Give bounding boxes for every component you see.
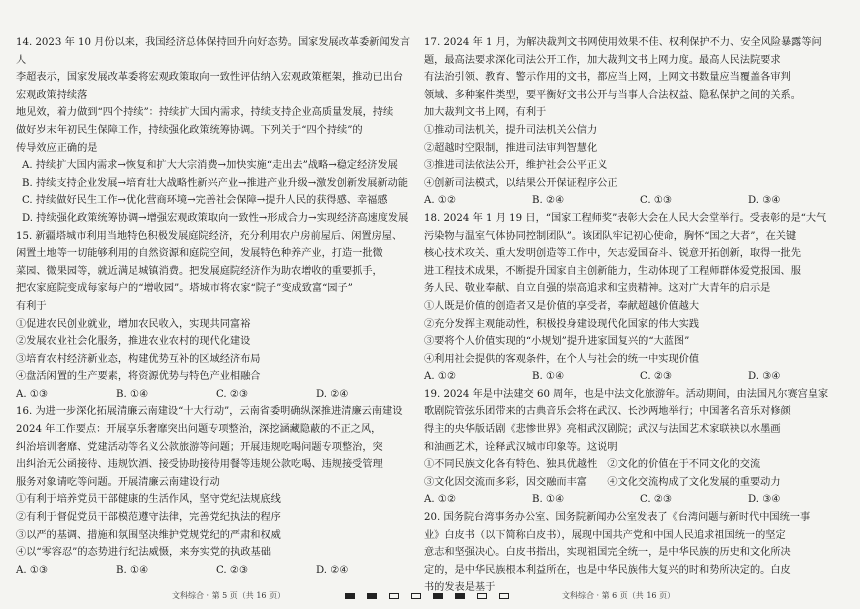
q19-stem-line: 19. 2024 年是中法建交 60 周年，也是中法文化旅游年。活动期间，由法国凡尔赛宫皇家 xyxy=(424,388,829,400)
question-15 xyxy=(16,228,412,404)
q14-option-d: D. 持续强化政策统筹协调→增强宏观政策取向一致性→形成合力→实现经济高速度发展 xyxy=(22,212,409,224)
q18-statement-1: ①人既是价值的创造者又是价值的享受者，奉献超越价值越大 xyxy=(424,300,700,312)
q16-choices xyxy=(16,562,412,580)
q14-option-a: A. 持续扩大国内需求→恢复和扩大大宗消费→加快实施“走出去”战略→稳定经济发展 xyxy=(22,160,398,172)
q19-stem-line: 和油画艺术，诠释武汉城市印象等。这说明 xyxy=(424,441,618,453)
q18-stem-line: 进工程技术成果，不断提升国家自主创新能力，生动体现了工程师群体爱党报国、服 xyxy=(424,265,801,277)
q20-stem-line: 意志和坚强决心。白皮书指出，实现祖国完全统一，是中华民族的历史和文化所决 xyxy=(424,547,791,559)
q15-stem-line: 菜园、微果园等，就近满足城镇消费。把发展庭院经济作为助农增收的重要抓手， xyxy=(16,265,383,277)
q20-stem-line: 20. 国务院台湾事务办公室、国务院新闻办公室发表了《台湾问题与新时代中国统一事 xyxy=(424,512,811,524)
registration-marks xyxy=(345,593,509,599)
q14-stem-line: 李超表示，国家发展改革委将宏观政策取向一致性评估纳入宏观政策框架，推动已出台宏观政策持续落 xyxy=(16,72,404,101)
q18-stem-line: 18. 2024 年 1 月 19 日，“国家工程师奖”表彰大会在人民大会堂举行。受表彰的是“大气 xyxy=(424,212,827,224)
q14-stem-line: 传导效应正确的是 xyxy=(16,142,98,154)
q18-choice-a: A. ①② xyxy=(424,371,457,383)
q18-stem-line: 核心技术攻关、重大发明创造等工作中，矢志爱国奋斗、锐意开拓创新，取得一批先 xyxy=(424,248,801,260)
q17-statement-1: ①推动司法机关，提升司法机关公信力 xyxy=(424,124,598,136)
q14-option-b: B. 持续支持企业发展→培育壮大战略性新兴产业→推进产业升级→激发创新发展新动能 xyxy=(22,177,408,189)
q17-choice-d: D. ③④ xyxy=(748,195,781,207)
q17-stem-line: 领域、多种案件类型，要平衡好文书公开与当事人合法权益、隐私保护之间的关系。 xyxy=(424,89,801,101)
question-14 xyxy=(16,34,412,228)
q17-statement-4: ④创新司法模式，以结果公开保证程序公正 xyxy=(424,177,618,189)
q15-stem-line: 闲置土地等一切能够利用的自然资源和庭院空间，发展特色种养产业，打造一批微 xyxy=(16,248,383,260)
q16-statement-3: ③以严的基调、措施和氛围坚决维护党规党纪的严肃和权威 xyxy=(16,529,281,541)
q19-choices xyxy=(424,491,844,509)
q16-choice-c: C. ②③ xyxy=(216,564,249,576)
question-17 xyxy=(424,34,844,210)
q15-choice-c: C. ②③ xyxy=(216,388,249,400)
registration-mark xyxy=(367,593,377,599)
registration-mark xyxy=(433,593,443,599)
q14-stem-line: 14. 2023 年 10 月份以来，我国经济总体保持回升向好态势。国家发展改革委新闻发言人 xyxy=(16,37,411,66)
q16-stem-line: 服务对象请吃等问题。开展清廉云南建设行动 xyxy=(16,476,220,488)
q18-choice-d: D. ③④ xyxy=(748,371,781,383)
q18-statement-3: ③要将个人价值实现的“小规划”提升进家国复兴的“大蓝图” xyxy=(424,336,690,348)
q19-stem-line: 得主的央华版话剧《悲惨世界》亮相武汉剧院；武汉与法国艺术家联袂以水墨画 xyxy=(424,424,781,436)
q19-stem-line: 歌剧院管弦乐团带来的古典音乐会将在武汉、长沙两地举行；中国著名音乐对修颜 xyxy=(424,406,791,418)
q15-statement-4: ④盘活闲置的生产要素，将资源优势与特色产业相融合 xyxy=(16,371,261,383)
q15-stem-line: 有利于 xyxy=(16,300,47,312)
q18-choice-b: B. ①④ xyxy=(532,371,565,383)
q15-stem-line: 15. 新疆塔城市利用当地特色积极发展庭院经济，充分利用农户房前屋后、闲置房屋、 xyxy=(16,230,403,242)
q16-stem-line: 出纠治无公函接待、违规饮酒、接受协助接待用餐等违规公款吃喝、违规接受管理 xyxy=(16,459,383,471)
q19-choice-b: B. ①④ xyxy=(532,494,565,506)
q16-statement-2: ②有利于督促党员干部模范遵守法律，完善党纪执法的程序 xyxy=(16,512,281,524)
page-footer-left: 文科综合 · 第 5 页（共 16 页） xyxy=(172,591,286,600)
q16-choice-a: A. ①③ xyxy=(16,564,49,576)
registration-mark xyxy=(499,593,509,599)
q19-statement-3-4: ③文化因交流而多彩，因交融而丰富 ④文化交流构成了文化发展的重要动力 xyxy=(424,476,781,488)
q16-stem-line: 2024 年工作要点：开展享乐奢靡突出问题专项整治，深挖涵藏隐蔽的不正之风， xyxy=(16,424,382,436)
q15-statement-1: ①促进农民创业就业，增加农民收入，实现共同富裕 xyxy=(16,318,251,330)
q16-choice-b: B. ①④ xyxy=(116,564,149,576)
q17-choices xyxy=(424,192,844,210)
right-column xyxy=(424,34,844,597)
q18-choices xyxy=(424,368,844,386)
q15-choice-b: B. ①④ xyxy=(116,388,149,400)
q20-stem-line: 定的，是中华民族根本利益所在，也是中华民族伟大复兴的时和势所决定的。白皮 xyxy=(424,564,791,576)
q15-stem-line: 把农家庭院变成每家每户的“增收园”。塔城市将农家“院子”变成致富“园子” xyxy=(16,283,353,295)
page-footer-right: 文科综合 · 第 6 页（共 16 页） xyxy=(562,591,676,600)
q19-choice-c: C. ②③ xyxy=(640,494,673,506)
q18-stem-line: 务人民、敬业奉献、自立自强的崇高追求和宝贵精神。这对广大青年的启示是 xyxy=(424,283,771,295)
question-19 xyxy=(424,386,844,509)
registration-mark xyxy=(345,593,355,599)
q20-stem-line: 业》白皮书（以下简称白皮书），展现中国共产党和中国人民追求祖国统一的坚定 xyxy=(424,529,786,541)
q15-choices xyxy=(16,386,412,404)
q20-stem-line: 书的发表是基于 xyxy=(424,582,496,594)
q17-stem-line: 17. 2024 年 1 月，为解决裁判文书网使用效果不佳、权利保护不力、安全风险暴露等问 xyxy=(424,37,822,48)
question-20 xyxy=(424,509,844,597)
q16-stem-line: 16. 为进一步深化拓展清廉云南建设“十大行动”，云南省委明确纵深推进清廉云南建设 xyxy=(16,406,403,418)
question-18 xyxy=(424,210,844,386)
q16-choice-d: D. ②④ xyxy=(316,564,349,576)
q18-choice-c: C. ②③ xyxy=(640,371,673,383)
registration-mark xyxy=(477,593,487,599)
q16-statement-1: ①有利于培养党员干部健康的生活作风，坚守党纪法规底线 xyxy=(16,494,281,506)
q15-statement-2: ②发展农业社会化服务，推进农业农村的现代化建设 xyxy=(16,336,251,348)
q17-choice-c: C. ①③ xyxy=(640,195,673,207)
q14-stem-line: 做好岁末年初民生保障工作，持续强化政策统筹协调。下列关于“四个持续”的 xyxy=(16,124,363,136)
q18-statement-2: ②充分发挥主观能动性，积极投身建设现代化国家的伟大实践 xyxy=(424,318,700,330)
q19-statement-1-2: ①不同民族文化各有特色、独具优越性 ②文化的价值在于不同文化的交流 xyxy=(424,459,761,471)
q16-stem-line: 纠治培训奢靡、党建活动等名义公款旅游等问题；开展违规吃喝问题专项整治，突 xyxy=(16,441,383,453)
q14-stem-line: 地见效，着力做到“四个持续”：持续扩大国内需求，持续支持企业高质量发展，持续 xyxy=(16,107,394,119)
q16-statement-4: ④以“零容忍”的态势进行纪法威慑，来夯实党的执政基础 xyxy=(16,547,271,559)
registration-mark xyxy=(455,593,465,599)
q17-stem-line: 加大裁判文书上网，有利于 xyxy=(424,107,547,119)
left-column xyxy=(16,34,412,579)
q15-choice-a: A. ①③ xyxy=(16,388,49,400)
q17-statement-2: ②超越时空限制，推进司法审判智慧化 xyxy=(424,142,598,154)
q17-choice-b: B. ②④ xyxy=(532,195,565,207)
q18-stem-line: 污染物与温室气体协同控制团队”。该团队牢记初心使命，胸怀“国之大者”，在关键 xyxy=(424,230,797,242)
q14-option-c: C. 持续做好民生工作→优化营商环境→完善社会保障→提升人民的获得感、幸福感 xyxy=(22,195,388,207)
q19-choice-d: D. ③④ xyxy=(748,494,781,506)
registration-mark xyxy=(411,593,421,599)
q15-choice-d: D. ②④ xyxy=(316,388,349,400)
q15-statement-3: ③培育农村经济新业态，构建优势互补的区域经济布局 xyxy=(16,353,261,365)
q17-choice-a: A. ①② xyxy=(424,195,457,207)
registration-mark xyxy=(389,593,399,599)
q19-choice-a: A. ①② xyxy=(424,494,457,506)
q18-statement-4: ④利用社会提供的客观条件，在个人与社会的统一中实现价值 xyxy=(424,353,700,365)
q17-statement-3: ③推进司法依法公开，维护社会公平正义 xyxy=(424,160,608,172)
question-16 xyxy=(16,403,412,579)
q17-stem-line: 有法治引领、教育、警示作用的文书，都应当上网，上网文书数量应当覆盖各审判 xyxy=(424,72,791,84)
q17-stem-line: 题，最高法要求深化司法公开工作，加大裁判文书上网力度。最高人民法院要求 xyxy=(424,54,781,66)
